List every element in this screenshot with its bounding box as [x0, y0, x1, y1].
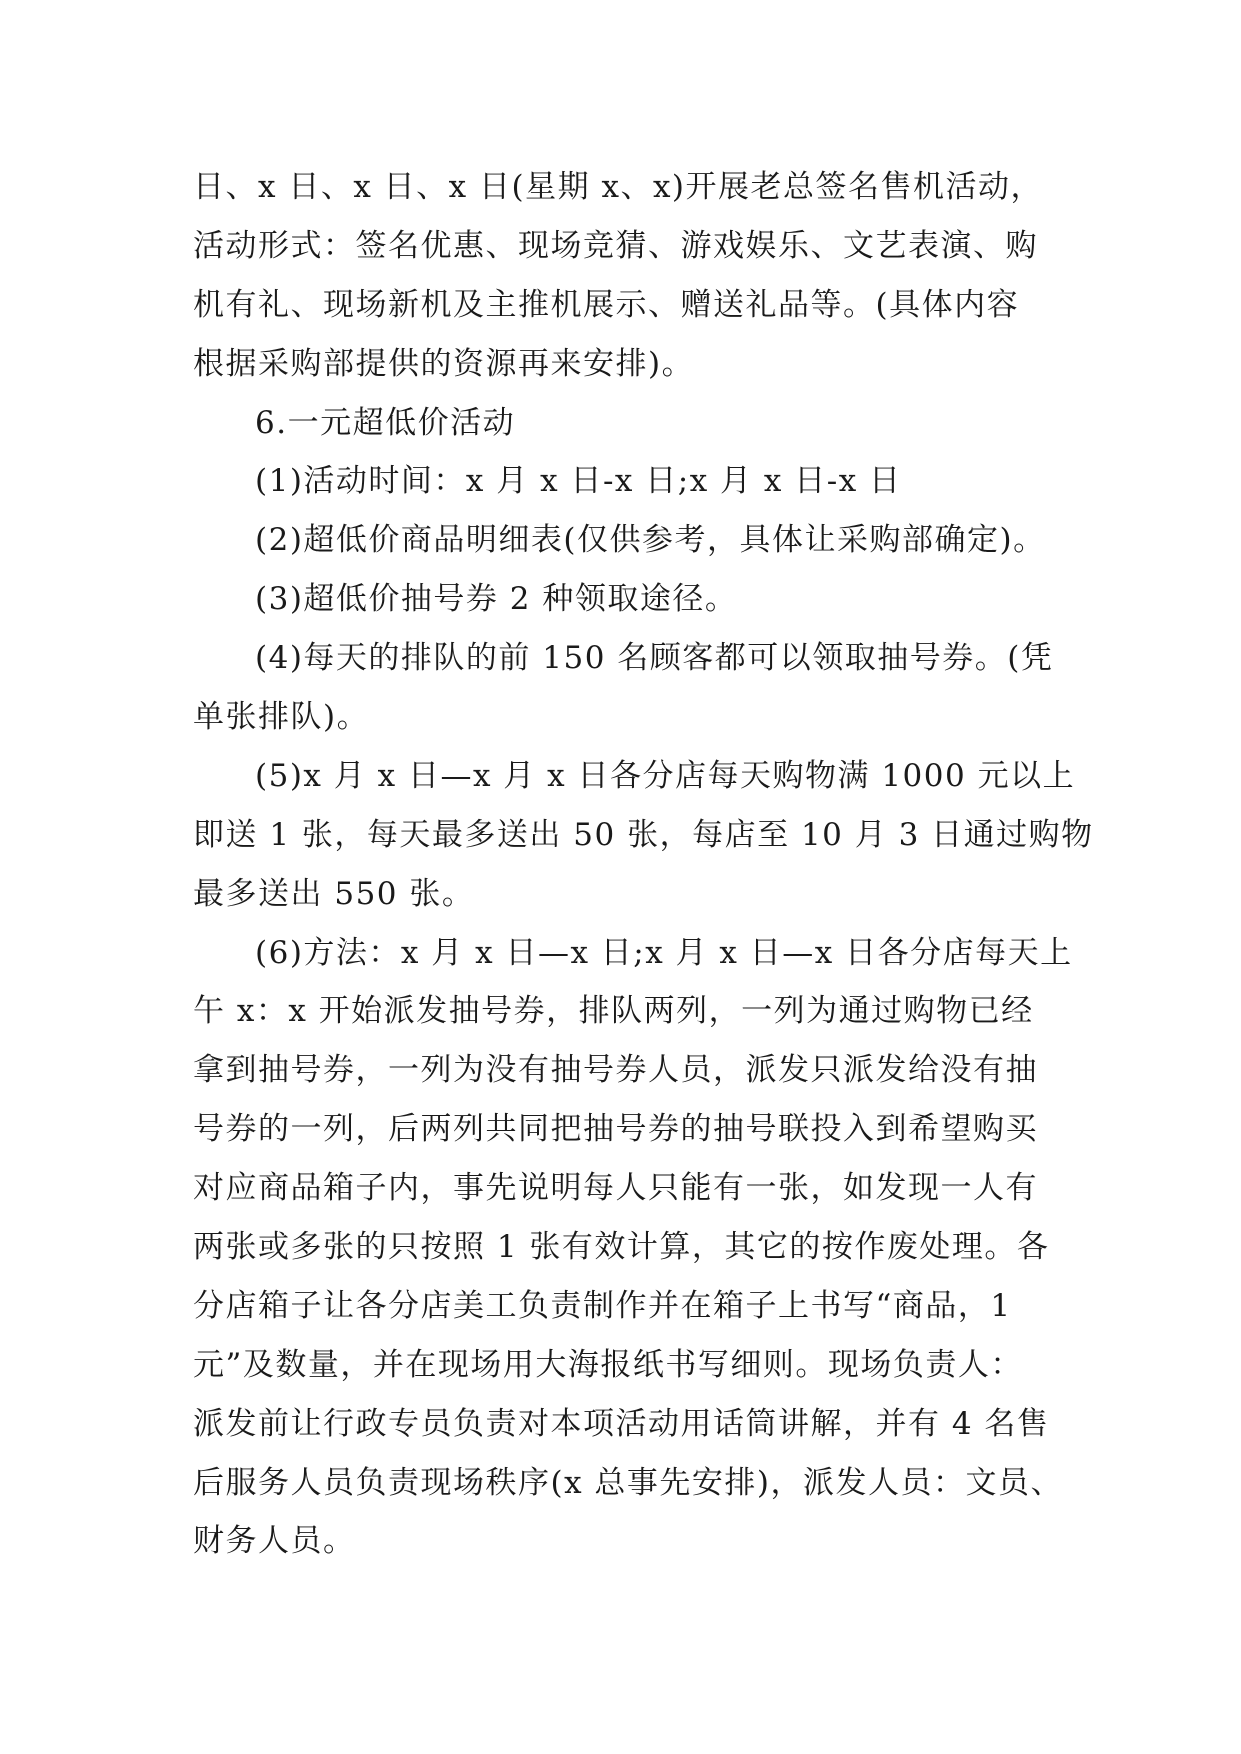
- text-line: 根据采购部提供的资源再来安排)。: [193, 345, 695, 382]
- list-item: (2)超低价商品明细表(仅供参考，具体让采购部确定)。: [255, 522, 1046, 559]
- list-item: (4)每天的排队的前 150 名顾客都可以领取抽号券。(凭: [255, 640, 1054, 677]
- text-line: 午 x：x 开始派发抽号券，排队两列，一列为通过购物已经: [193, 993, 1034, 1030]
- section-heading: 6.一元超低价活动: [255, 404, 516, 441]
- text-line: 派发前让行政专员负责对本项活动用话筒讲解，并有 4 名售: [193, 1405, 1050, 1442]
- text-line: 日、x 日、x 日、x 日(星期 x、x)开展老总签名售机活动，: [193, 169, 1044, 205]
- text-line: 两张或多张的只按照 1 张有效计算，其它的按作废处理。各: [193, 1229, 1050, 1266]
- text-line: 拿到抽号券，一列为没有抽号券人员，派发只派发给没有抽: [193, 1052, 1038, 1089]
- list-item: (6)方法：x 月 x 日—x 日;x 月 x 日—x 日各分店每天上: [255, 934, 1073, 971]
- text-line: 单张排队)。: [193, 699, 370, 736]
- text-line: 号券的一列，后两列共同把抽号券的抽号联投入到希望购买: [193, 1111, 1038, 1148]
- text-line: 财务人员。: [193, 1523, 356, 1560]
- list-item: (3)超低价抽号券 2 种领取途径。: [255, 581, 738, 618]
- text-line: 后服务人员负责现场秩序(x 总事先安排)，派发人员：文员、: [193, 1464, 1064, 1501]
- list-item: (1)活动时间：x 月 x 日-x 日;x 月 x 日-x 日: [255, 463, 902, 500]
- list-item: (5)x 月 x 日—x 月 x 日各分店每天购物满 1000 元以上: [255, 757, 1076, 794]
- text-line: 元”及数量，并在现场用大海报纸书写细则。现场负责人：: [193, 1346, 1023, 1383]
- text-line: 分店箱子让各分店美工负责制作并在箱子上书写“商品，1: [193, 1287, 1012, 1324]
- text-line: 对应商品箱子内，事先说明每人只能有一张，如发现一人有: [193, 1170, 1038, 1207]
- text-line: 活动形式：签名优惠、现场竞猜、游戏娱乐、文艺表演、购: [193, 227, 1038, 264]
- document-body: [193, 158, 1094, 1571]
- text-line: 机有礼、现场新机及主推机展示、赠送礼品等。(具体内容: [193, 286, 1020, 323]
- text-line: 最多送出 550 张。: [193, 875, 475, 912]
- text-line: 即送 1 张，每天最多送出 50 张，每店至 10 月 3 日通过购物: [193, 816, 1094, 853]
